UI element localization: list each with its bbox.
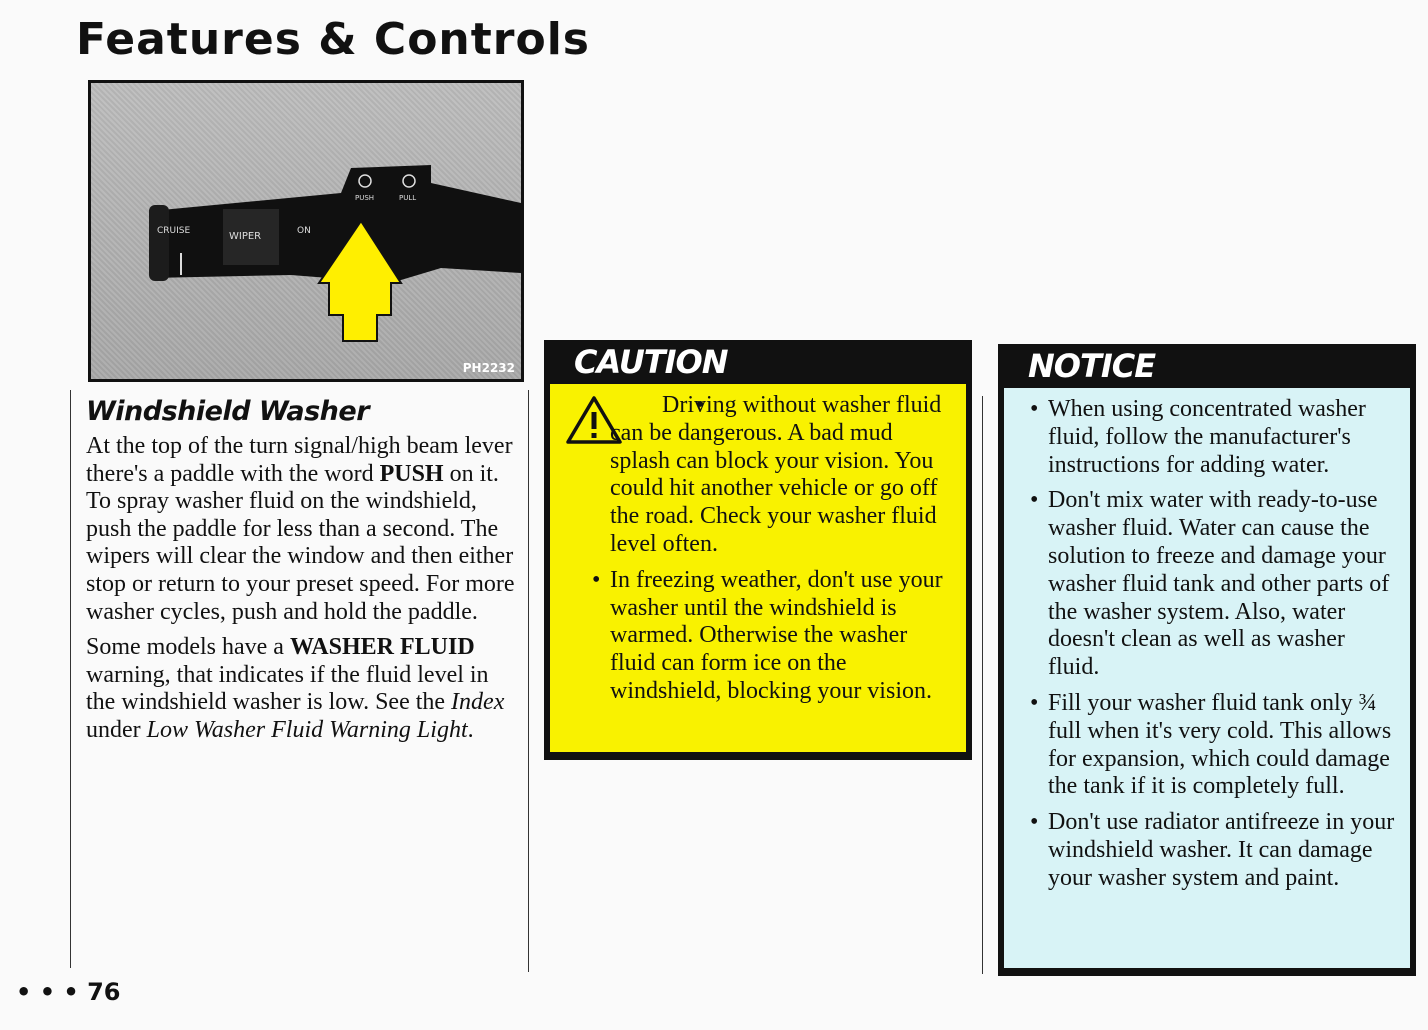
list-item: • In freezing weather, don't use your washer until the windshield is warmed. Otherwise the washer fluid can form ice on the windshield, blocking your vision. xyxy=(590,567,956,706)
notice-box xyxy=(998,344,1416,976)
list-item: • Driving without washer fluid can be dangerous. A bad mud splash can block your vision. You could hit another vehicle or go off the road. Check your washer fluid level often. xyxy=(590,392,956,559)
list-item: • When using concentrated washer fluid, follow the manufacturer's instructions for adding water. xyxy=(1028,396,1400,479)
list-item: • Don't mix water with ready-to-use washer fluid. Water can cause the solution to freeze and damage your washer fluid tank and other parts of the washer system. Also, water doesn't clean as well as washer fluid. xyxy=(1028,487,1400,682)
warning-light-reference: Low Washer Fluid Warning Light xyxy=(146,716,468,743)
on-label: ON xyxy=(297,226,311,236)
page-title: Features & Controls xyxy=(76,14,590,65)
column-divider xyxy=(528,390,529,972)
notice-list xyxy=(1028,396,1400,893)
caution-title: CAUTION xyxy=(544,340,972,384)
figure-code: PH2232 xyxy=(462,361,515,375)
page-number xyxy=(16,978,121,1006)
page-number-value: 76 xyxy=(87,978,121,1006)
notice-title: NOTICE xyxy=(998,344,1416,388)
list-item: • Don't use radiator antifreeze in your windshield washer. It can damage your washer system and paint. xyxy=(1028,809,1400,892)
washer-lever-illustration xyxy=(88,80,524,382)
cruise-label: CRUISE xyxy=(157,226,191,236)
list-item: • Fill your washer fluid tank only ¾ full when it's very cold. This allows for expansion, which could damage the tank if it is completely full. xyxy=(1028,690,1400,801)
caution-list xyxy=(590,392,956,706)
push-label: PUSH xyxy=(355,194,375,202)
lever-drawing xyxy=(91,83,521,379)
wiper-label: WIPER xyxy=(229,231,262,242)
column-divider xyxy=(982,396,983,974)
notice-body xyxy=(1004,388,1410,968)
section-heading: Windshield Washer xyxy=(86,396,370,427)
index-reference: Index xyxy=(451,689,505,716)
washer-fluid-keyword: WASHER FLUID xyxy=(289,634,475,661)
washer-section xyxy=(86,396,518,753)
push-keyword: PUSH xyxy=(379,460,444,487)
paragraph-push: At the top of the turn signal/high beam lever there's a paddle with the word PUSH on it. To spray washer fluid on the windshield, push the paddle for less than a second. The wipers will clear the window and then either stop or return to your preset speed. For more washer cycles, push and hold the paddle. xyxy=(86,433,515,625)
page-dots: • • • xyxy=(16,978,79,1006)
caution-body xyxy=(550,384,966,752)
pull-label: PULL xyxy=(399,194,417,202)
paragraph-washer-fluid: Some models have a WASHER FLUID warning, that indicates if the fluid level in the windshield washer is low. See the Index under Low Washer Fluid Warning Light. xyxy=(86,634,505,743)
caution-box xyxy=(544,340,972,760)
column-divider xyxy=(70,390,71,968)
